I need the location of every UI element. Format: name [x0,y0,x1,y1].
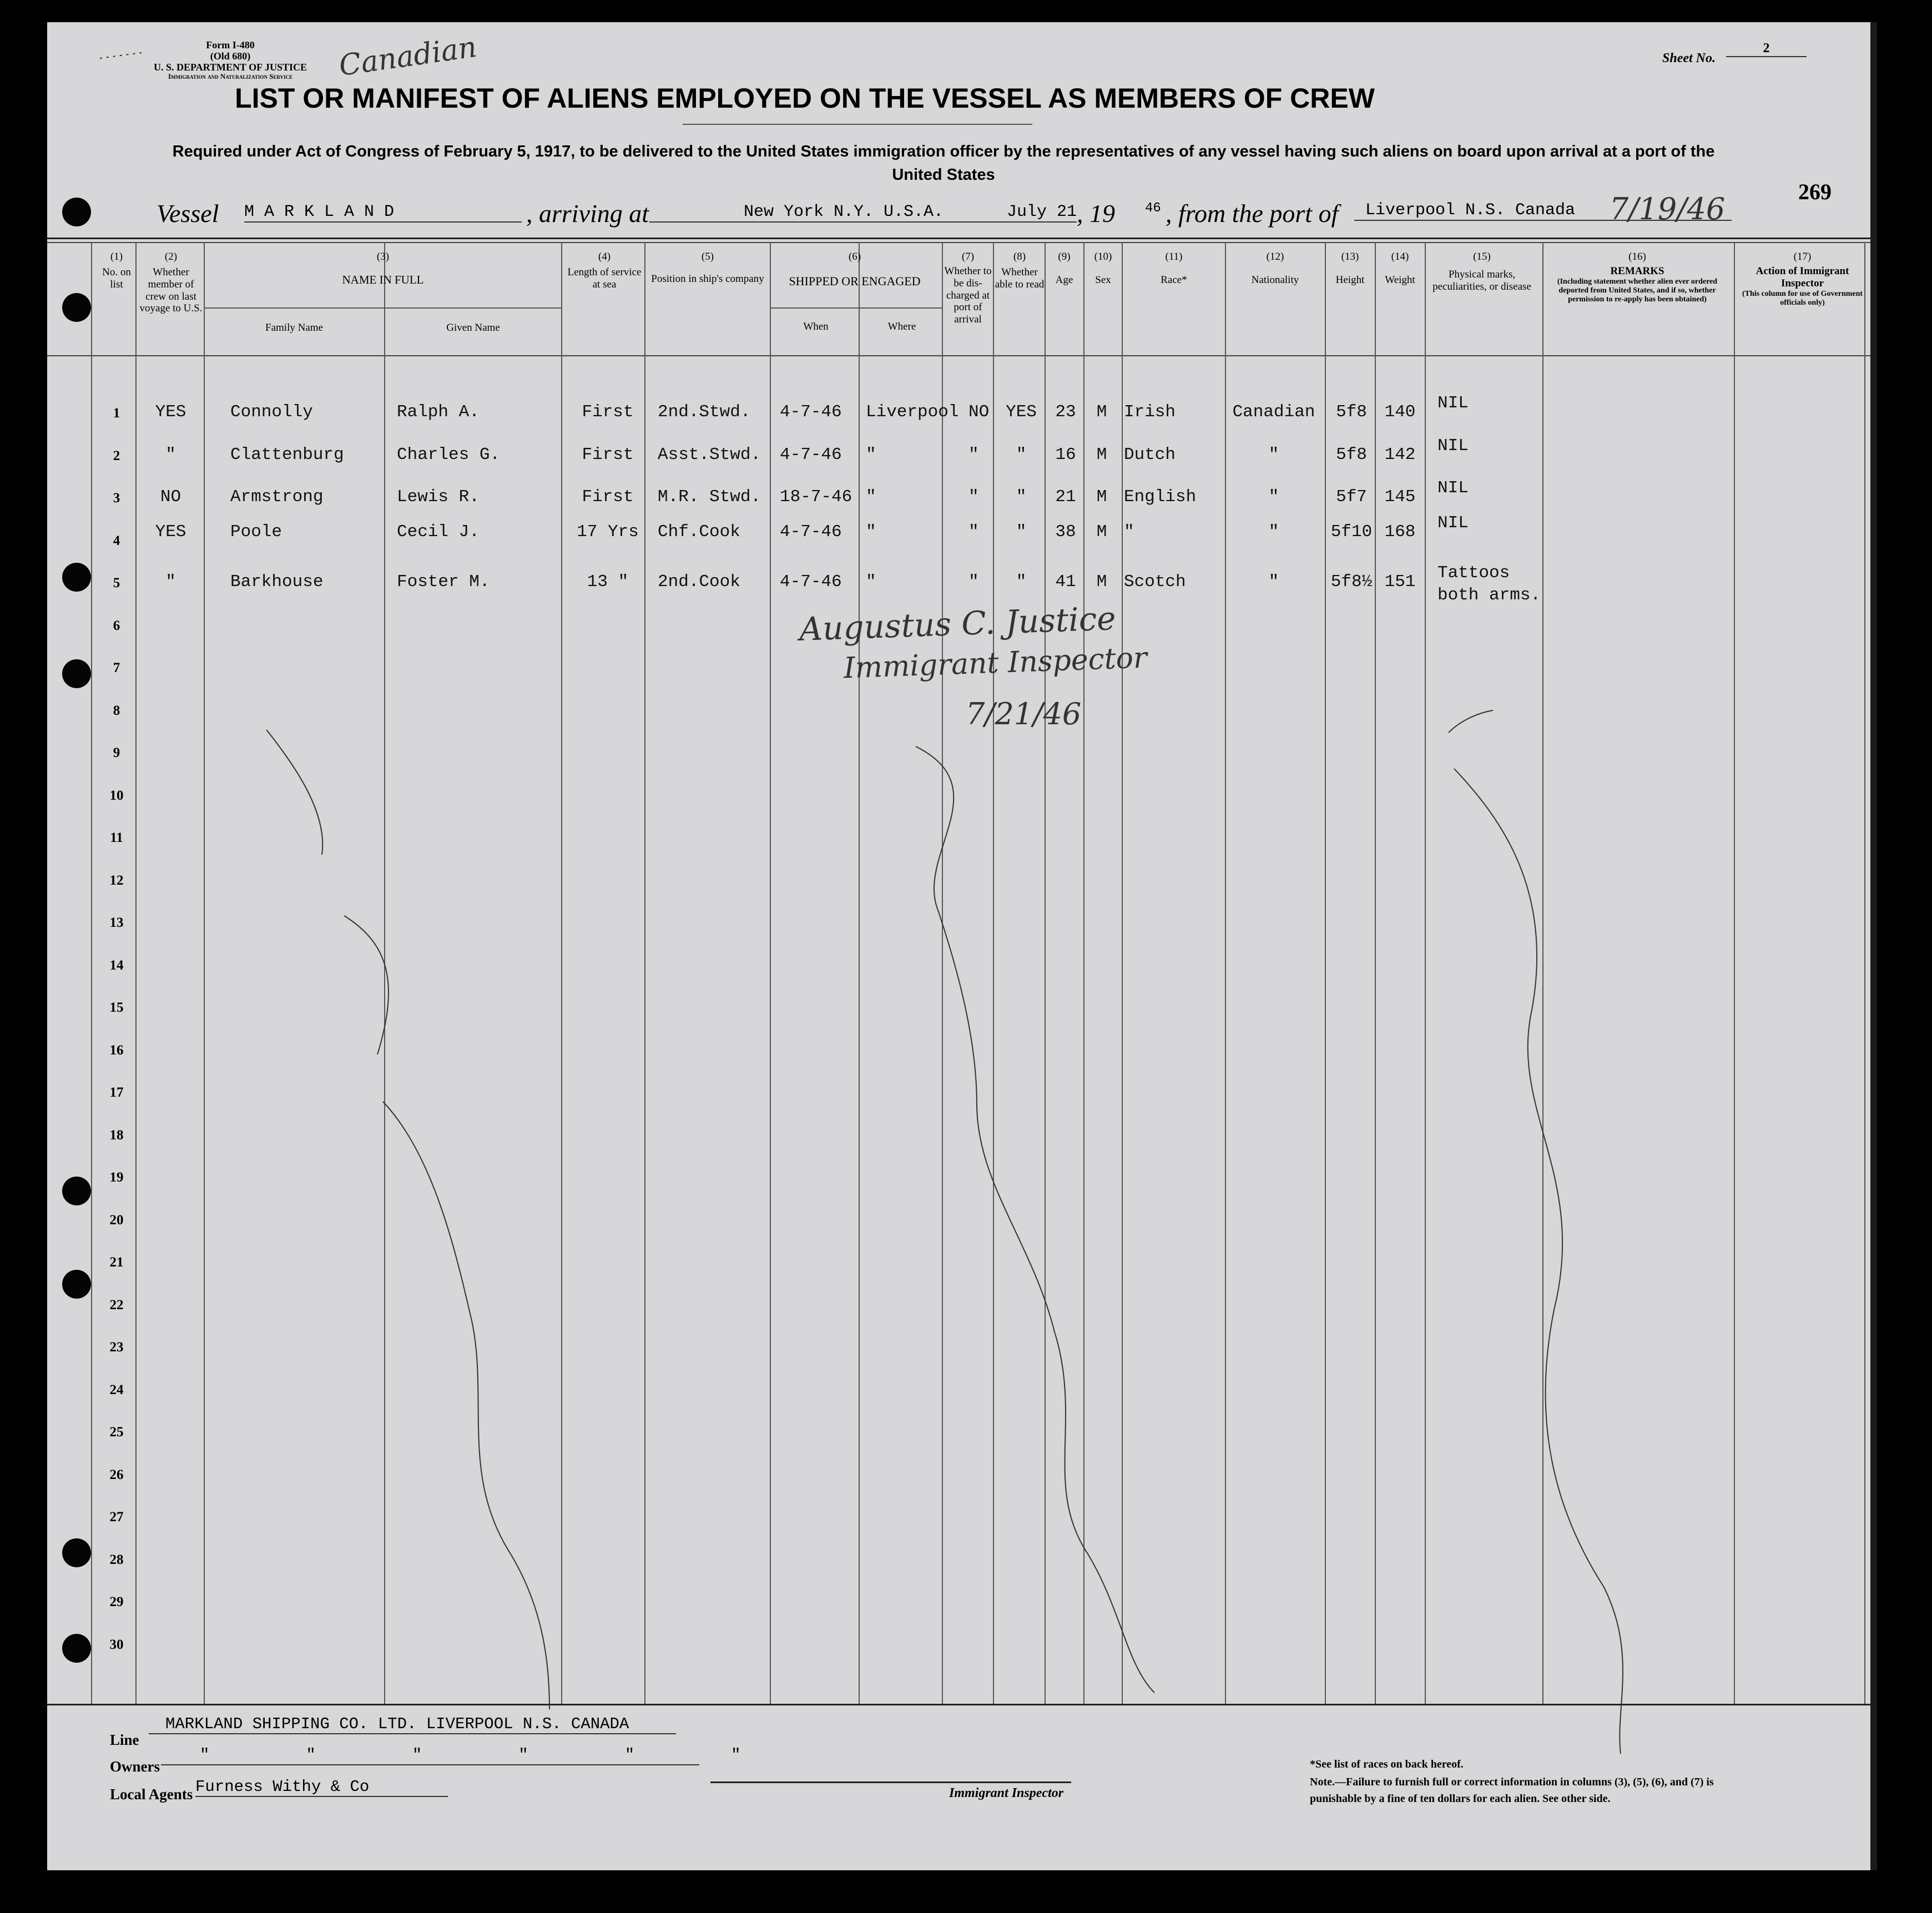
cell-read: YES [1006,402,1037,422]
cell-given: Cecil J. [397,522,480,542]
cell-sex: M [1096,572,1107,592]
header-when: When [803,321,829,332]
header-col-14: (14) Weight [1385,251,1415,286]
owners-value: " " " " " " [161,1746,699,1765]
cell-read: " [1016,572,1027,592]
row-number: 20 [109,1212,124,1228]
owners-label: Owners [110,1758,160,1775]
header-col-10: (10) Sex [1094,251,1112,286]
header-col-7: (7) Whether to be dis-charged at port of arrival [944,251,992,326]
header-where: Where [887,321,916,332]
cell-read: " [1016,445,1027,465]
cell-service: 17 Yrs [577,522,639,542]
row-number: 8 [113,703,120,718]
cell-family: Poole [230,522,283,542]
cell-marks: NIL [1437,436,1469,456]
cell-given: Lewis R. [397,487,480,507]
cell-height: 5f10 [1330,522,1373,542]
cell-marks: NIL [1437,393,1469,413]
cell-position: Chf.Cook [658,522,740,542]
cell-family: Connolly [230,402,313,422]
cell-weight: 151 [1384,572,1416,592]
penalty-note: Note.—Failure to furnish full or correct information in columns (3), (5), (6), and (7) is punishable by a fine of ten dollars for each alien. See other side. [1310,1776,1714,1805]
page-title: LIST OR MANIFEST OF ALIENS EMPLOYED ON THE VESSEL AS MEMBERS OF CREW [235,83,1375,114]
cell-position: 2nd.Stwd. [658,402,751,422]
cell-age: 38 [1055,522,1076,542]
cell-given: Ralph A. [397,402,480,422]
cell-given: Charles G. [397,445,501,465]
inspector-signature-line [710,1781,1071,1783]
service-name: Immigration and Naturalization Service [168,72,293,81]
cell-marks: NIL [1437,513,1469,533]
header-col-12: (12) Nationality [1251,251,1299,286]
inspector-label: Immigrant Inspector [949,1786,1064,1800]
header-family-name: Family Name [265,322,323,334]
cell-given: Foster M. [397,572,490,592]
row-number: 11 [110,830,123,845]
row-number: 5 [113,576,120,590]
cell-weight: 168 [1384,522,1416,542]
arrival-year: 46 [1145,201,1161,216]
agents-value: Furness Withy & Co [195,1778,448,1797]
row-number: 26 [109,1467,124,1482]
cell-position: M.R. Stwd. [658,487,761,507]
header-col-4: (4) Length of service at sea [567,251,642,290]
cell-age: 41 [1055,572,1076,592]
row-number: 13 [109,915,124,930]
cell-when: 4-7-46 [780,445,842,465]
row-number: 7 [113,660,120,675]
arrival-port: New York N.Y. U.S.A. [649,203,1038,223]
cell-where: " [866,522,876,542]
row-number: 15 [109,1000,124,1015]
cell-where: " [866,445,876,465]
inspector-signature: Augustus C. Justice [798,599,1117,648]
row-number: 24 [109,1382,124,1397]
cell-service: First [582,487,634,507]
header-col-17: (17) Action of Immigrant Inspector (This column for use of Government officials only) [1742,251,1863,307]
line-value: MARKLAND SHIPPING CO. LTD. LIVERPOOL N.S. CANADA [149,1715,676,1734]
races-note: *See list of races on back hereof. [1310,1758,1464,1770]
cell-discharge: " [968,445,979,465]
cell-height: 5f8 [1336,402,1367,422]
cell-discharge: " [968,487,979,507]
header-col-13: (13) Height [1335,251,1365,286]
cell-prev: YES [155,522,186,542]
cell-read: " [1016,522,1027,542]
cell-prev: NO [160,487,181,507]
handwritten-departure-date: 7/19/46 [1610,191,1726,226]
inspector-title: Immigrant Inspector [843,641,1148,685]
row-number: 17 [109,1085,124,1100]
cell-where: " [866,572,876,592]
inspection-date: 7/21/46 [966,696,1082,731]
year-prefix: , 19 [1077,199,1115,228]
row-number: 9 [113,745,120,760]
cell-where: Liverpool [866,402,959,422]
cell-nationality: Canadian [1232,402,1315,422]
cell-race: English [1124,487,1197,507]
row-number: 14 [109,957,124,973]
cell-discharge: " [968,522,979,542]
row-number: 1 [113,406,120,421]
header-col-3: (3) NAME IN FULL [342,251,424,286]
cell-height: 5f8½ [1330,572,1373,592]
row-number: 4 [113,533,120,548]
cell-weight: 142 [1384,445,1416,465]
from-label: , from the port of [1166,199,1339,228]
vessel-name: M A R K L A N D [244,203,522,223]
row-number: 29 [109,1594,124,1609]
cell-race: " [1124,522,1134,542]
row-number: 12 [109,872,124,888]
cell-read: " [1016,487,1027,507]
cell-when: 4-7-46 [780,402,842,422]
row-number: 19 [109,1170,124,1185]
cell-family: Armstrong [230,487,324,507]
row-number: 27 [109,1510,124,1525]
cell-weight: 140 [1384,402,1416,422]
row-number: 18 [109,1127,124,1143]
arriving-label: , arriving at [526,199,649,228]
cell-sex: M [1096,522,1107,542]
cell-sex: M [1096,487,1107,507]
cell-family: Clattenburg [230,445,344,465]
cell-weight: 145 [1384,487,1416,507]
row-number: 2 [113,448,120,463]
header-col-15: (15) Physical marks, peculiarities, or disease [1432,251,1531,292]
row-number: 28 [109,1552,124,1567]
row-number: 3 [113,491,120,506]
cell-age: 16 [1055,445,1076,465]
cell-prev: YES [155,402,186,422]
cell-family: Barkhouse [230,572,324,592]
departure-port: Liverpool N.S. Canada [1354,201,1732,221]
stamp-number: 269 [1798,179,1832,204]
arrival-date: July 21 [982,203,1077,223]
cell-service: First [582,445,634,465]
row-number: 10 [109,788,124,803]
row-number: 30 [109,1637,124,1652]
header-col-1: (1) No. on list [102,251,131,290]
cell-race: Scotch [1124,572,1186,592]
cell-prev: " [165,572,176,592]
cell-height: 5f8 [1336,445,1367,465]
cell-discharge: NO [968,402,990,422]
cell-age: 23 [1055,402,1076,422]
cell-nationality: " [1268,445,1279,465]
department-name: U. S. DEPARTMENT OF JUSTICE [153,61,307,73]
row-number: 21 [109,1255,124,1270]
cell-service: First [582,402,634,422]
cell-position: 2nd.Cook [658,572,740,592]
header-col-2: (2) Whether member of crew on last voyage to U.S. [139,251,203,315]
cell-when: 18-7-46 [780,487,852,507]
page-subtitle: Required under Act of Congress of February 5, 1917, to be delivered to the United States immigration officer by the representatives of any vessel having such aliens on board upon arrival at a port of the United States [172,143,1715,184]
cell-height: 5f7 [1336,487,1367,507]
vessel-label: Vessel [157,199,219,228]
header-col-11: (11) Race* [1161,251,1187,286]
cell-age: 21 [1055,487,1076,507]
cell-when: 4-7-46 [780,522,842,542]
header-given-name: Given Name [446,322,500,334]
cell-sex: M [1096,402,1107,422]
header-col-8: (8) Whether able to read [995,251,1045,290]
cell-race: Irish [1124,402,1176,422]
handwritten-note: Canadian [337,30,479,83]
cell-marks: NIL [1437,478,1469,498]
cell-where: " [866,487,876,507]
cell-sex: M [1096,445,1107,465]
row-number: 25 [109,1425,124,1440]
cell-prev: " [165,445,176,465]
cell-discharge: " [968,572,979,592]
row-number: 16 [109,1042,124,1058]
row-number: 23 [109,1340,124,1355]
cell-service: 13 " [587,572,629,592]
cell-position: Asst.Stwd. [658,445,761,465]
row-number: 22 [109,1297,124,1313]
cell-when: 4-7-46 [780,572,842,592]
cell-nationality: " [1268,572,1279,592]
cell-race: Dutch [1124,445,1176,465]
header-col-6: (6) SHIPPED OR ENGAGED [789,251,921,288]
form-old-number: (Old 680) [210,50,251,62]
sheet-label: Sheet No. [1662,51,1716,65]
row-number: 6 [113,618,120,633]
header-col-16: (16) REMARKS (Including statement whether alien ever ordered deported from United States, and if so, whether permission to re-apply has been obtained) [1557,251,1718,304]
sheet-number: 2 [1726,41,1807,57]
header-col-9: (9) Age [1055,251,1073,286]
form-number: Form I-480 [206,39,255,51]
agents-label: Local Agents [110,1786,193,1803]
cell-marks: Tattoos both arms. [1437,563,1541,605]
cell-nationality: " [1268,487,1279,507]
line-label: Line [110,1732,139,1748]
header-col-5: (5) Position in ship's company [651,251,764,285]
cell-nationality: " [1268,522,1279,542]
